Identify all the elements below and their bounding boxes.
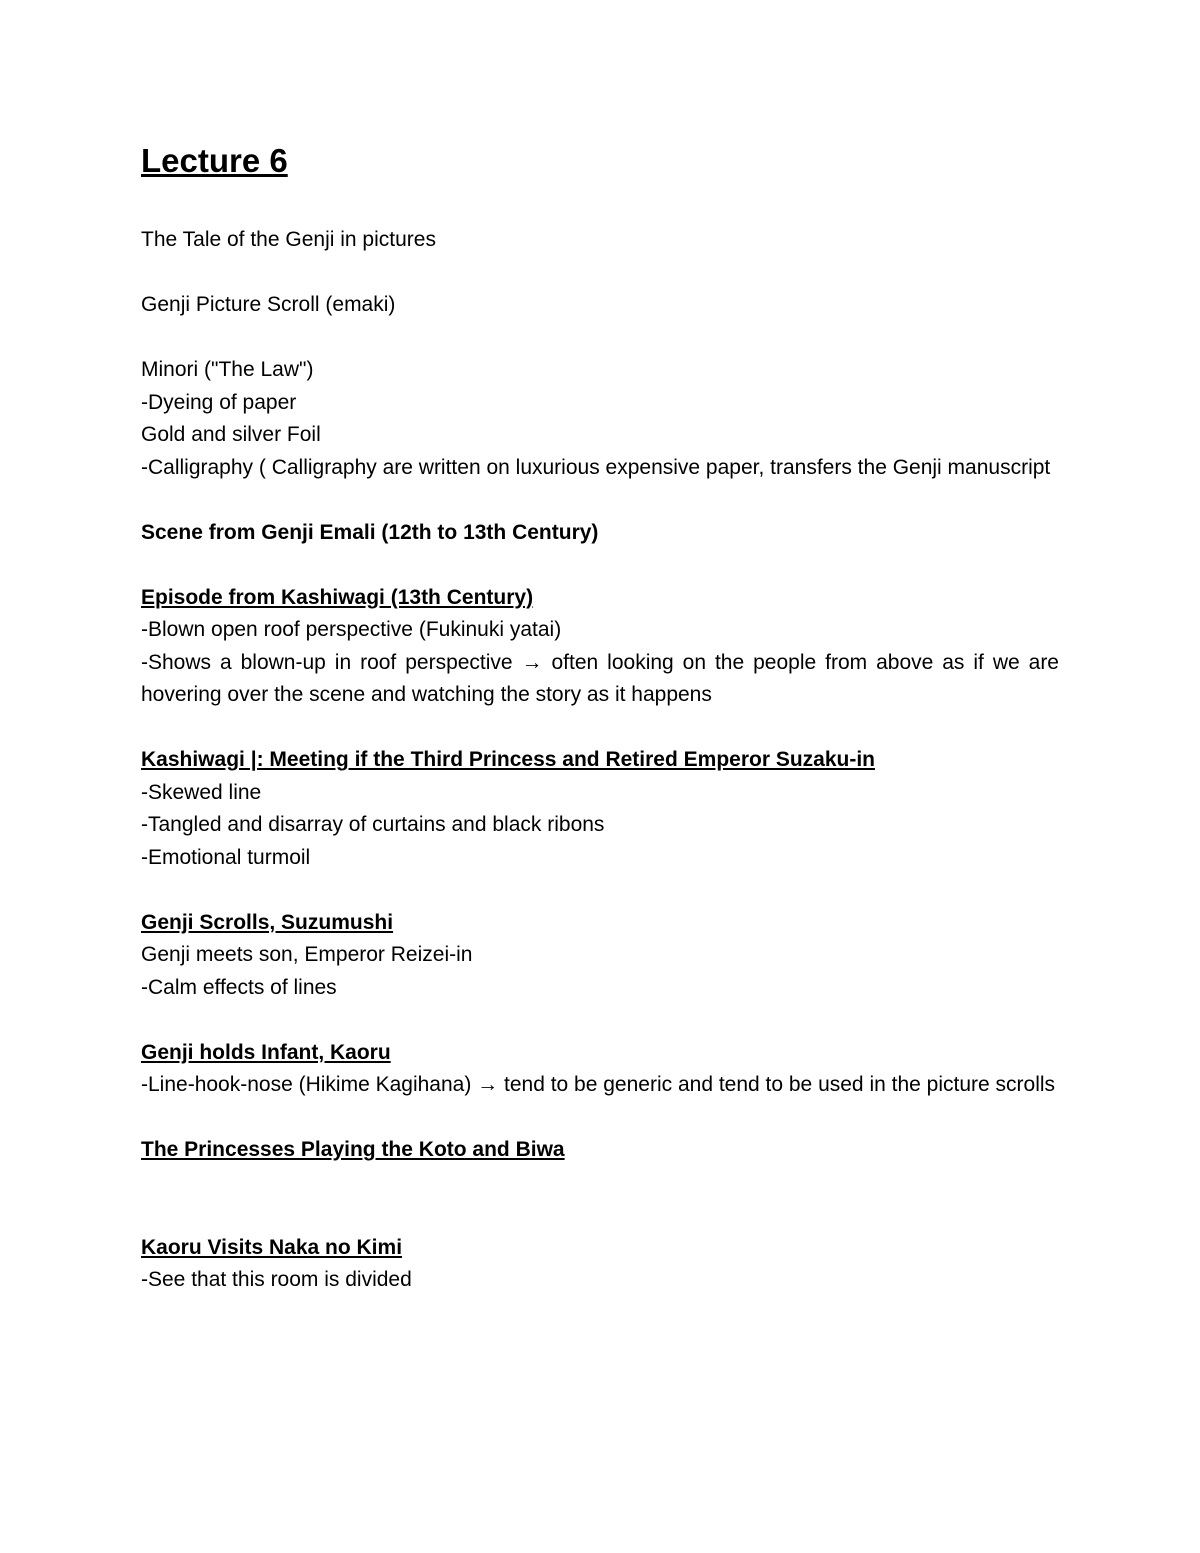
minori-item: Gold and silver Foil xyxy=(141,423,321,446)
section-item: -Tangled and disarray of curtains and black ribons xyxy=(141,813,605,836)
minori-heading: Minori ("The Law") xyxy=(141,358,314,381)
section-item: -Blown open roof perspective (Fukinuki yatai) xyxy=(141,618,562,641)
section-heading: The Princesses Playing the Koto and Biwa xyxy=(141,1138,565,1161)
scroll-text: Genji Picture Scroll (emaki) xyxy=(141,293,396,316)
spacer xyxy=(141,1167,1059,1232)
section-item: -Line-hook-nose (Hikime Kagihana) → tend to be generic and tend to be used in the picture scrolls xyxy=(141,1073,1056,1096)
minori-item: -Calligraphy ( Calligraphy are written on luxurious expensive paper, transfers the Genji manuscript xyxy=(141,455,1051,479)
section-item: -Skewed line xyxy=(141,780,262,804)
page-title: Lecture 6 xyxy=(141,142,288,179)
section-heading: Genji holds Infant, Kaoru xyxy=(141,1040,391,1064)
spacer xyxy=(141,712,1059,745)
scene-heading: Scene from Genji Emali (12th to 13th Century) xyxy=(141,520,599,544)
spacer xyxy=(141,1004,1059,1037)
section-heading: Genji Scrolls, Suzumushi xyxy=(141,910,394,934)
section-item: -Shows a blown-up in roof perspective → often looking on the people from above as if we are hovering over the scene and watching the story as it happens xyxy=(141,650,1059,706)
spacer xyxy=(141,874,1059,907)
spacer xyxy=(141,1102,1059,1135)
minori-item: -Dyeing of paper xyxy=(141,390,297,414)
spacer xyxy=(141,549,1059,582)
section-item: -See that this room is divided xyxy=(141,1268,412,1291)
section-heading: Kaoru Visits Naka no Kimi xyxy=(141,1235,403,1259)
document-page xyxy=(141,138,1059,1297)
section-heading: Episode from Kashiwagi (13th Century) xyxy=(141,585,534,609)
section-item: -Emotional turmoil xyxy=(141,845,311,869)
section-item: Genji meets son, Emperor Reizei-in xyxy=(141,943,473,966)
spacer xyxy=(141,322,1059,355)
section-heading: Kashiwagi |: Meeting if the Third Princess and Retired Emperor Suzaku-in xyxy=(141,748,876,771)
spacer xyxy=(141,257,1059,290)
spacer xyxy=(141,484,1059,517)
subtitle-text: The Tale of the Genji in pictures xyxy=(141,228,436,251)
section-item: -Calm effects of lines xyxy=(141,975,337,999)
